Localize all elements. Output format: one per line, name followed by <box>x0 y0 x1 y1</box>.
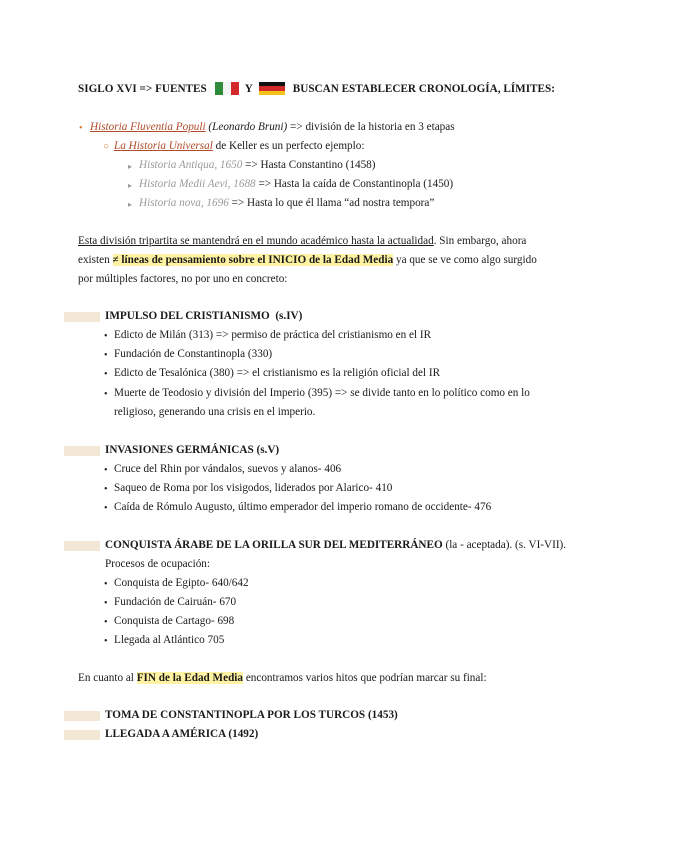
title-part2: BUSCAN ESTABLECER CRONOLOGÍA, LÍMITES: <box>292 82 555 95</box>
heading-marker <box>64 541 100 551</box>
section-heading-america: LLEGADA A AMÉRICA (1492) <box>105 728 259 740</box>
bullet-icon: • <box>104 503 108 514</box>
paragraph-line3: por múltiples factores, no por uno en concreto: <box>78 273 288 285</box>
paragraph-l2-end: ya que se ve como algo surgido <box>393 254 537 266</box>
paragraph-fin-start: En cuanto al <box>78 672 137 684</box>
keller-nova-title: Historia nova, 1696 <box>139 197 229 209</box>
section-heading-constantinopla: TOMA DE CONSTANTINOPLA POR LOS TURCOS (1453) <box>105 709 398 721</box>
bullet-icon: • <box>104 484 108 495</box>
source-keller-desc: de Keller es un perfecto ejemplo: <box>212 140 365 152</box>
list-item-continuation: religioso, generando una crisis en el imperio. <box>114 406 316 418</box>
heading-marker <box>64 312 100 322</box>
bullet-icon: • <box>104 389 108 400</box>
highlight-fin: FIN de la Edad Media <box>136 672 244 684</box>
list-item: Conquista de Egipto- 640/642 <box>114 577 249 589</box>
source-item-bruni <box>90 121 455 133</box>
heading-marker <box>64 711 100 721</box>
bullet-icon: • <box>104 465 108 476</box>
section-heading-conquista-note: (la - aceptada). (s. VI-VII). <box>442 539 567 551</box>
list-item: Edicto de Milán (313) => permiso de práctica del cristianismo en el IR <box>114 329 432 341</box>
bullet-icon: • <box>104 617 108 628</box>
triangle-bullet-icon: ▸ <box>128 181 133 190</box>
section-heading-conquista: CONQUISTA ÁRABE DE LA ORILLA SUR DEL MEDITERRÁNEO <box>105 539 443 551</box>
paragraph-underlined: Esta división tripartita se mantendrá en el mundo académico hasta la actualidad <box>78 235 434 247</box>
bullet-icon: • <box>104 598 108 609</box>
title-y: Y <box>244 82 253 95</box>
keller-medii-desc: => Hasta la caída de Constantinopla (1450) <box>255 178 454 190</box>
heading-marker <box>64 730 100 740</box>
title-line <box>78 82 555 95</box>
list-item: Muerte de Teodosio y división del Imperio (395) => se divide tanto en lo político como en lo <box>114 387 530 399</box>
keller-antiqua-desc: => Hasta Constantino (1458) <box>242 159 376 171</box>
paragraph-fin <box>78 672 487 684</box>
section-heading-conquista-line <box>105 539 566 551</box>
list-item: Cruce del Rhin por vándalos, suevos y alanos- 406 <box>114 463 342 475</box>
keller-antiqua-title: Historia Antiqua, 1650 <box>139 159 243 171</box>
bullet-icon: • <box>104 579 108 590</box>
bullet-icon: • <box>104 331 108 342</box>
keller-item-antiqua <box>139 159 375 171</box>
bullet-icon: • <box>104 350 108 361</box>
triangle-bullet-icon: ▸ <box>128 162 133 171</box>
paragraph-division <box>78 235 526 247</box>
list-item: Fundación de Constantinopla (330) <box>114 348 273 360</box>
source-item-keller <box>114 140 364 152</box>
bullet-icon: • <box>104 369 108 380</box>
list-item: Fundación de Cairuán- 670 <box>114 596 237 608</box>
list-item: Saqueo de Roma por los visigodos, liderados por Alarico- 410 <box>114 482 393 494</box>
circle-bullet-icon: ○ <box>103 141 110 152</box>
bullet-icon: • <box>79 123 83 134</box>
paragraph-rest: . Sin embargo, ahora <box>433 235 527 247</box>
section-subtitle: Procesos de ocupación: <box>105 558 211 570</box>
keller-item-nova <box>139 197 434 209</box>
source-link-keller[interactable]: La Historia Universal <box>114 140 213 152</box>
list-item: Edicto de Tesalónica (380) => el cristianismo es la religión oficial del IR <box>114 367 441 379</box>
list-item: Conquista de Cartago- 698 <box>114 615 235 627</box>
list-item: Llegada al Atlántico 705 <box>114 634 225 646</box>
source-desc: => división de la historia en 3 etapas <box>287 121 455 133</box>
paragraph-fin-end: encontramos varios hitos que podrían marcar su final: <box>243 672 487 684</box>
keller-medii-title: Historia Medii Aevi, 1688 <box>139 178 256 190</box>
germany-flag-icon <box>259 82 285 95</box>
keller-nova-desc: => Hasta lo que él llama “ad nostra tempora” <box>228 197 435 209</box>
source-author: (Leonardo Bruni) <box>208 121 288 133</box>
section-heading-cristianismo: IMPULSO DEL CRISTIANISMO (s.IV) <box>105 310 303 322</box>
source-link-bruni[interactable]: Historia Fluventia Populi <box>90 121 206 133</box>
keller-item-medii <box>139 178 453 190</box>
heading-marker <box>64 446 100 456</box>
italy-flag-icon <box>215 82 239 95</box>
triangle-bullet-icon: ▸ <box>128 200 133 209</box>
list-item: Caída de Rómulo Augusto, último emperador del imperio romano de occidente- 476 <box>114 501 492 513</box>
section-heading-invasiones: INVASIONES GERMÁNICAS (s.V) <box>105 444 280 456</box>
paragraph-line2 <box>78 254 537 266</box>
bullet-icon: • <box>104 636 108 647</box>
title-part1: SIGLO XVI => FUENTES <box>78 82 207 95</box>
paragraph-l2-start: existen <box>78 254 113 266</box>
highlight-inicio: ≠ líneas de pensamiento sobre el INICIO de la Edad Media <box>112 254 394 266</box>
